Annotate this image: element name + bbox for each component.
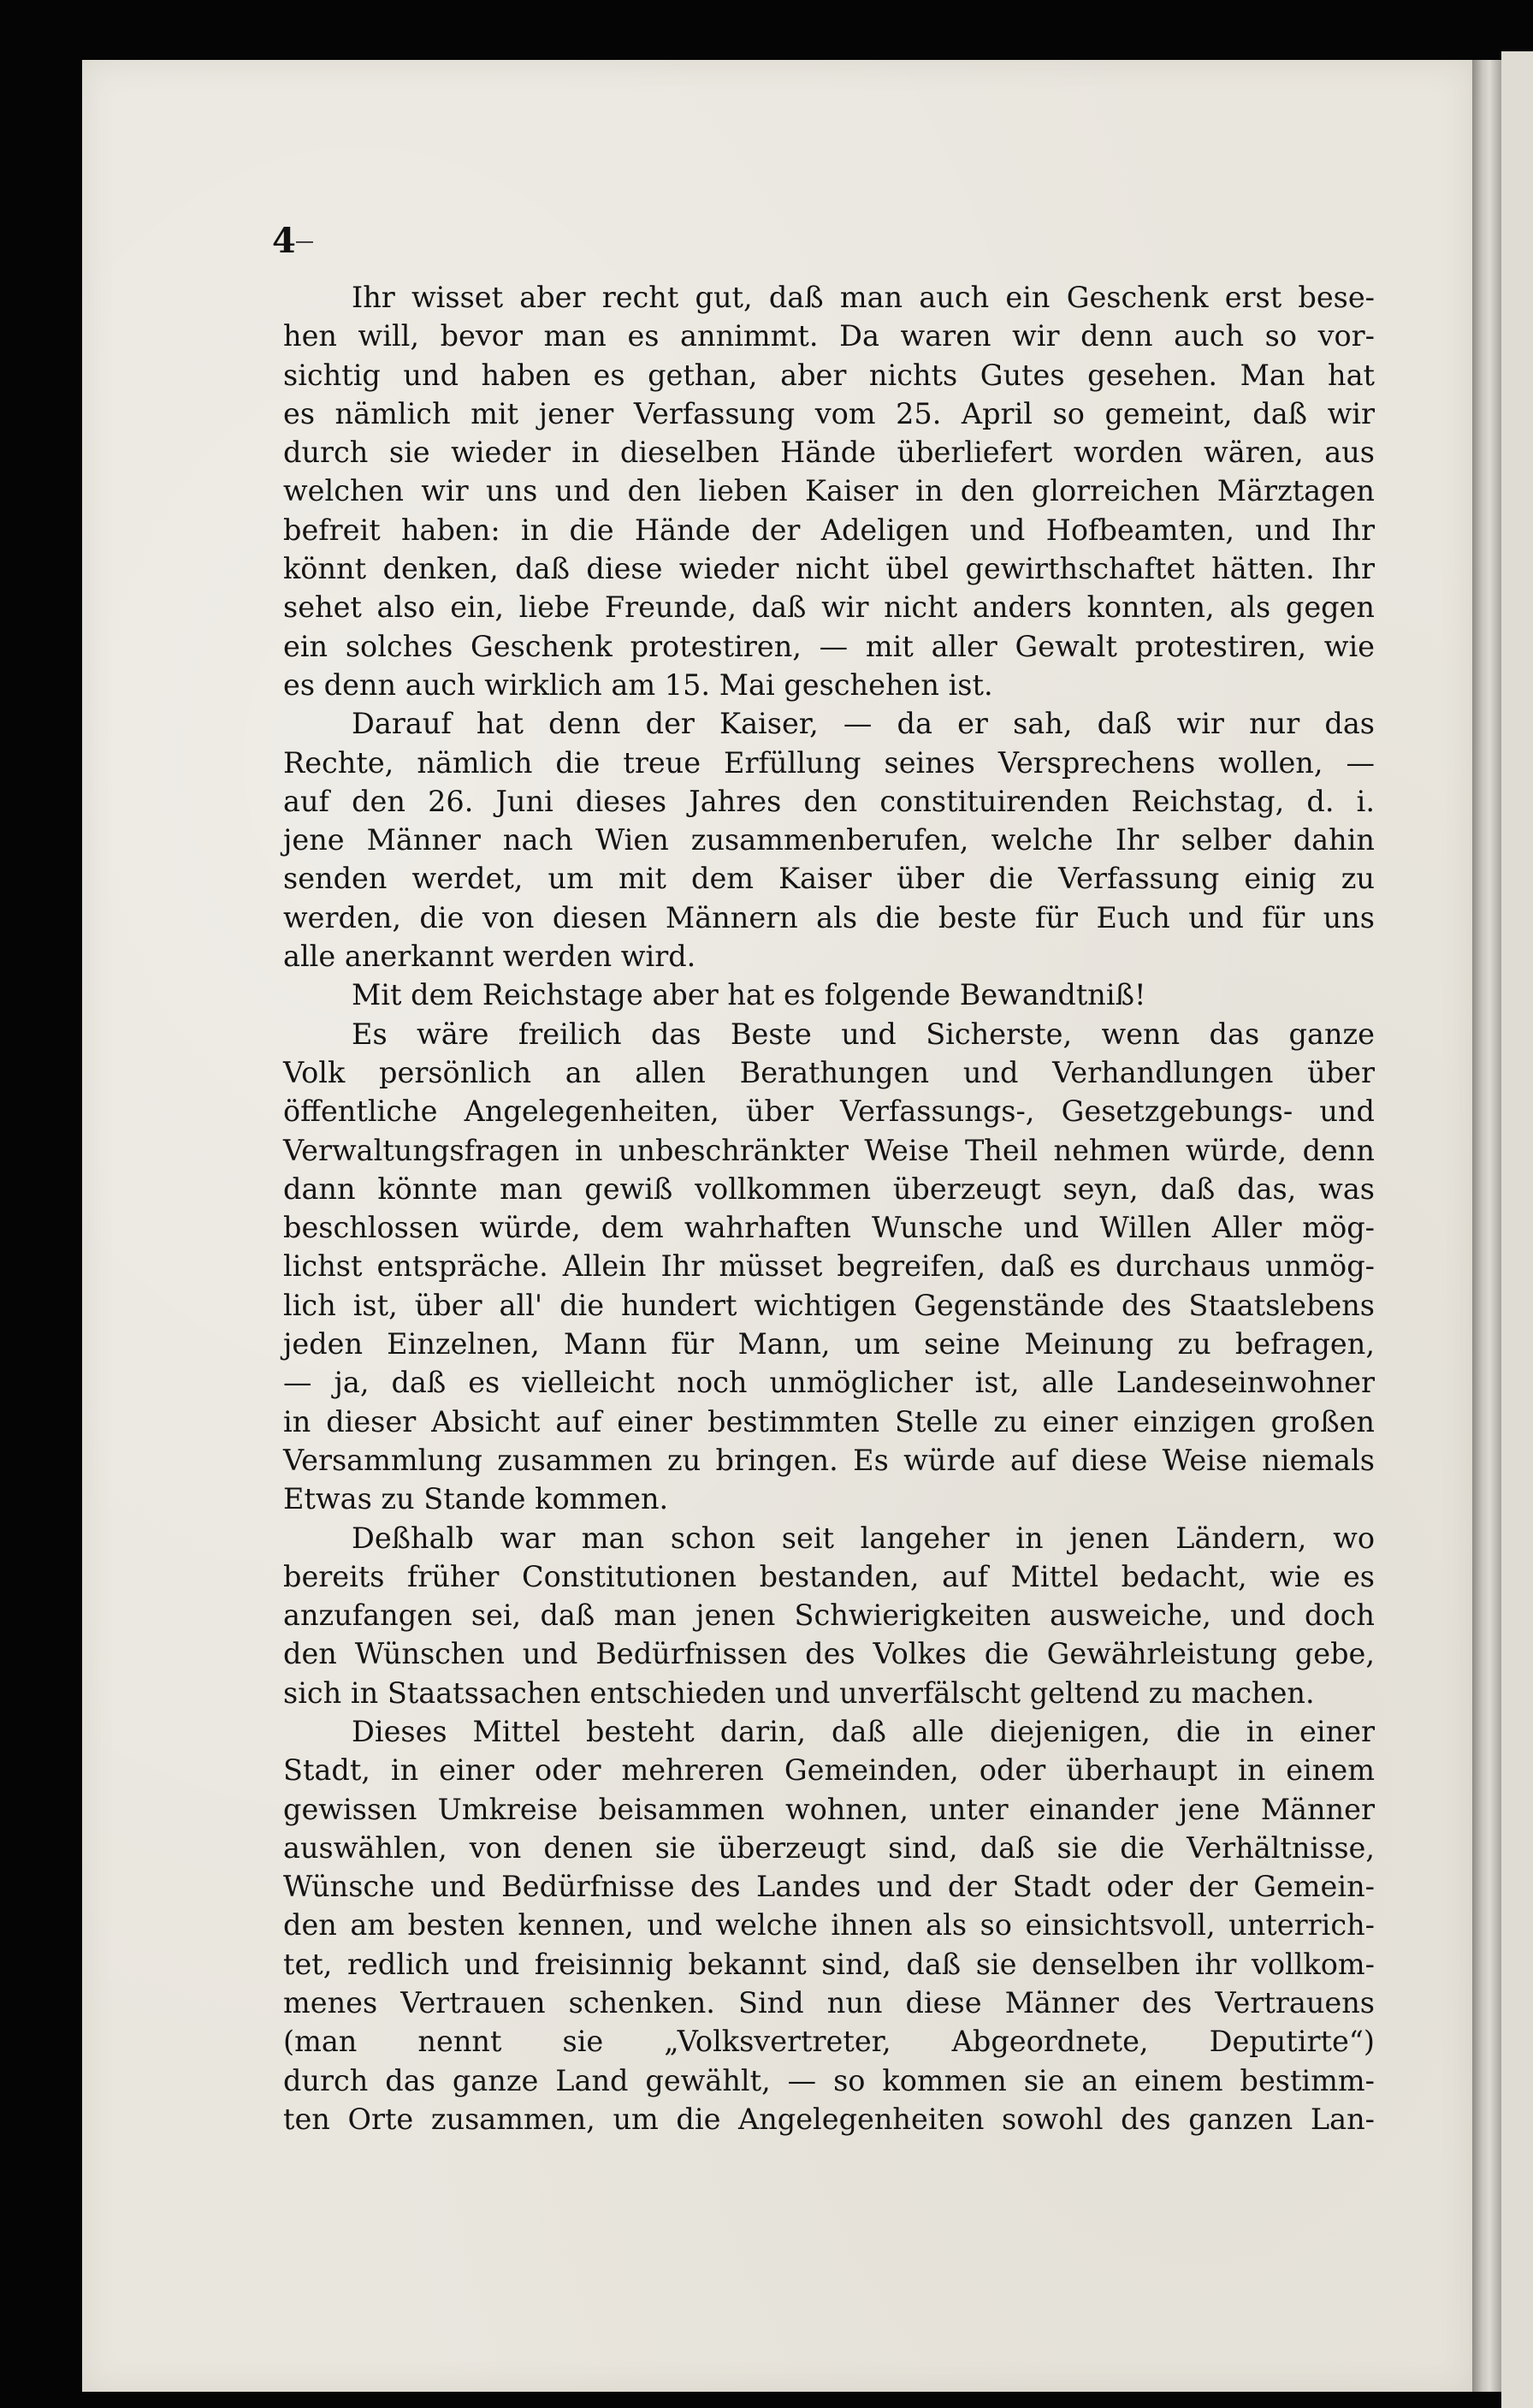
text-line: den am besten kennen, und welche ihnen als so einsichtsvoll, unterrich- bbox=[283, 1908, 1375, 1942]
text-line: Versammlung zusammen zu bringen. Es würde auf diese Weise niemals bbox=[283, 1443, 1375, 1477]
text-line: durch sie wieder in dieselben Hände überliefert worden wären, aus bbox=[283, 436, 1375, 470]
text-line: Ihr wisset aber recht gut, daß man auch ein Geschenk erst bese- bbox=[352, 281, 1375, 314]
text-line: welchen wir uns und den lieben Kaiser in den glorreichen Märztagen bbox=[283, 474, 1375, 508]
text-line: Darauf hat denn der Kaiser, — da er sah, daß wir nur das bbox=[352, 707, 1375, 741]
text-line: sich in Staatssachen entschieden und unverfälscht geltend zu machen. bbox=[283, 1676, 1315, 1710]
text-line: tet, redlich und freisinnig bekannt sind, daß sie denselben ihr vollkom- bbox=[283, 1947, 1375, 1981]
text-line: Stadt, in einer oder mehreren Gemeinden, oder überhaupt in einem bbox=[283, 1753, 1375, 1788]
text-line: es nämlich mit jener Verfassung vom 25. April so gemeint, daß wir bbox=[283, 396, 1375, 430]
text-line: bereits früher Constitutionen bestanden, auf Mittel bedacht, wie es bbox=[283, 1559, 1375, 1593]
text-line: öffentliche Angelegenheiten, über Verfassungs-, Gesetzgebungs- und bbox=[283, 1094, 1375, 1129]
text-line: auswählen, von denen sie überzeugt sind, daß sie die Verhältnisse, bbox=[283, 1830, 1375, 1865]
text-line: menes Vertrauen schenken. Sind nun diese Männer des Vertrauens bbox=[283, 1986, 1375, 2020]
text-line: — ja, daß es vielleicht noch unmöglicher ist, alle Landeseinwohner bbox=[283, 1366, 1375, 1400]
text-line: ten Orte zusammen, um die Angelegenheiten sowohl des ganzen Lan- bbox=[283, 2102, 1375, 2136]
page-number: 4 bbox=[272, 221, 296, 261]
text-line: Deßhalb war man schon seit langeher in jenen Ländern, wo bbox=[352, 1521, 1375, 1555]
text-line: Mit dem Reichstage aber hat es folgende Bewandtniß! bbox=[352, 978, 1146, 1012]
text-line: Es wäre freilich das Beste und Sicherste, wenn das ganze bbox=[352, 1017, 1375, 1051]
text-line: lich ist, über all' die hundert wichtigen Gegenstände des Staatslebens bbox=[283, 1288, 1375, 1322]
text-line: durch das ganze Land gewählt, — so kommen sie an einem bestimm- bbox=[283, 2063, 1375, 2097]
text-line: Rechte, nämlich die treue Erfüllung seines Versprechens wollen, — bbox=[283, 745, 1375, 780]
text-line: werden, die von diesen Männern als die beste für Euch und für uns bbox=[283, 900, 1375, 934]
text-line: sichtig und haben es gethan, aber nichts Gutes gesehen. Man hat bbox=[283, 358, 1375, 392]
text-line: anzufangen sei, daß man jenen Schwierigkeiten ausweiche, und doch bbox=[283, 1598, 1375, 1633]
text-line: alle anerkannt werden wird. bbox=[283, 940, 696, 974]
text-line: Etwas zu Stande kommen. bbox=[283, 1482, 669, 1516]
body-text bbox=[283, 278, 1375, 2138]
text-line: befreit haben: in die Hände der Adeligen und Hofbeamten, und Ihr bbox=[283, 513, 1375, 547]
text-line: gewissen Umkreise beisammen wohnen, unter einander jene Männer bbox=[283, 1792, 1375, 1826]
text-line: (man nennt sie „Volksvertreter, Abgeordnete, Deputirte“) bbox=[283, 2025, 1375, 2059]
text-line: Verwaltungsfragen in unbeschränkter Weise Theil nehmen würde, denn bbox=[283, 1133, 1375, 1167]
book-gutter bbox=[1472, 60, 1501, 2392]
text-line: beschlossen würde, dem wahrhaften Wunsche und Willen Aller mög- bbox=[283, 1211, 1375, 1245]
text-line: Volk persönlich an allen Berathungen und Verhandlungen über bbox=[283, 1055, 1375, 1089]
text-line: hen will, bevor man es annimmt. Da waren wir denn auch so vor- bbox=[283, 319, 1375, 353]
page-number-rule bbox=[296, 241, 313, 243]
text-line: senden werdet, um mit dem Kaiser über die Verfassung einig zu bbox=[283, 862, 1375, 896]
text-line: auf den 26. Juni dieses Jahres den constituirenden Reichstag, d. i. bbox=[283, 784, 1375, 818]
text-line: den Wünschen und Bedürfnissen des Volkes die Gewährleistung gebe, bbox=[283, 1637, 1375, 1671]
text-line: jene Männer nach Wien zusammenberufen, welche Ihr selber dahin bbox=[283, 823, 1375, 857]
text-line: jeden Einzelnen, Mann für Mann, um seine Meinung zu befragen, bbox=[283, 1327, 1375, 1361]
text-line: in dieser Absicht auf einer bestimmten Stelle zu einer einzigen großen bbox=[283, 1404, 1375, 1438]
text-line: lichst entspräche. Allein Ihr müsset begreifen, daß es durchaus unmög- bbox=[283, 1249, 1375, 1284]
text-line: sehet also ein, liebe Freunde, daß wir nicht anders konnten, als gegen bbox=[283, 590, 1375, 625]
text-line: dann könnte man gewiß vollkommen überzeugt seyn, daß das, was bbox=[283, 1171, 1375, 1206]
text-line: ein solches Geschenk protestiren, — mit aller Gewalt protestiren, wie bbox=[283, 629, 1375, 663]
text-line: könnt denken, daß diese wieder nicht übel gewirthschaftet hätten. Ihr bbox=[283, 552, 1375, 586]
text-line: Dieses Mittel besteht darin, daß alle diejenigen, die in einer bbox=[352, 1714, 1375, 1748]
facing-page-edge bbox=[1501, 51, 1533, 2408]
text-line: Wünsche und Bedürfnisse des Landes und der Stadt oder der Gemein- bbox=[283, 1870, 1375, 1904]
text-line: es denn auch wirklich am 15. Mai geschehen ist. bbox=[283, 667, 993, 702]
